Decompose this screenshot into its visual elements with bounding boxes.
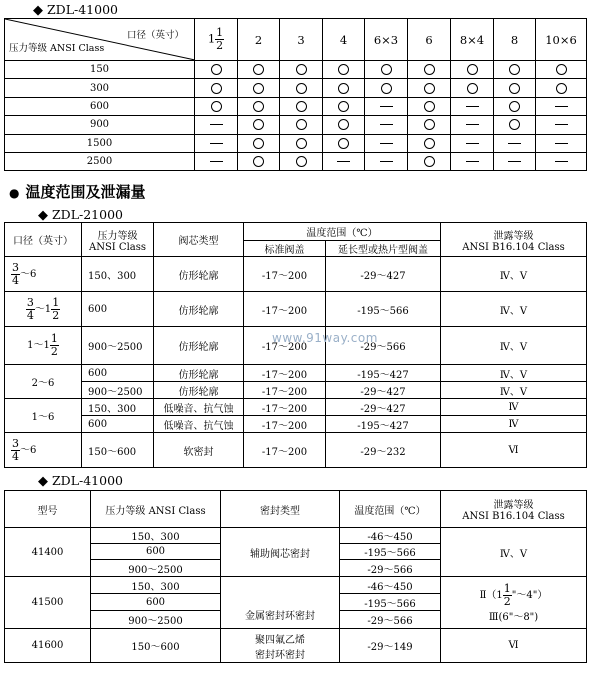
available-cell: [195, 61, 238, 79]
size-pressure-table: [4, 18, 587, 171]
size-cell: $\frac{3}{4}$ ～6: [5, 257, 82, 292]
available-circle-icon: [424, 156, 435, 167]
available-circle-icon: [381, 83, 392, 94]
available-cell: [195, 79, 238, 97]
available-circle-icon: [509, 83, 520, 94]
table-row: 600 -195～566: [5, 544, 587, 560]
available-cell: [408, 152, 451, 170]
available-cell: [280, 116, 323, 134]
available-circle-icon: [509, 64, 520, 75]
size-cell: 2～6: [5, 365, 82, 399]
available-cell: [365, 61, 408, 79]
available-cell: [536, 79, 587, 97]
available-circle-icon: [338, 83, 349, 94]
unavailable-cell: [365, 152, 408, 170]
section-title: ● 温度范围及泄漏量: [9, 183, 146, 201]
available-cell: [408, 97, 451, 115]
available-circle-icon: [424, 119, 435, 130]
table-row: 900～2500 -29～566: [5, 560, 587, 577]
column-header: 8: [494, 19, 536, 61]
unavailable-dash-icon: [555, 161, 568, 162]
available-cell: [195, 97, 238, 115]
unavailable-cell: [365, 97, 408, 115]
model-cell: 41500: [5, 577, 91, 629]
size-cell: $\frac{3}{4}$ ～1 $\frac{1}{2}$: [5, 292, 82, 327]
table-row: 900～2500 仿形轮廓 -17～200 -29～427 Ⅳ、Ⅴ: [5, 382, 587, 399]
available-cell: [323, 134, 365, 152]
header-leakage: 泄露等级 ANSI B16.104 Class: [441, 491, 587, 528]
available-cell: [323, 116, 365, 134]
available-cell: [238, 97, 280, 115]
model-cell: 41600: [5, 629, 91, 663]
bullet-icon: ●: [9, 186, 20, 200]
available-cell: [408, 61, 451, 79]
available-circle-icon: [467, 83, 478, 94]
unavailable-dash-icon: [555, 106, 568, 107]
available-cell: [280, 152, 323, 170]
unavailable-cell: [451, 116, 494, 134]
available-circle-icon: [424, 64, 435, 75]
table-row: [5, 134, 587, 152]
available-circle-icon: [253, 101, 264, 112]
column-header: 3: [280, 19, 323, 61]
unavailable-cell: [451, 97, 494, 115]
model-cell: 41400: [5, 528, 91, 577]
table-row: $\frac{3}{4}$ ～6 150～600 软密封 -17～200 -29～232 Ⅵ: [5, 433, 587, 468]
available-cell: [280, 79, 323, 97]
unavailable-dash-icon: [380, 124, 393, 125]
size-cell: 1～1 $\frac{1}{2}$: [5, 327, 82, 365]
available-cell: [494, 61, 536, 79]
pressure-class-cell: 150: [5, 61, 195, 79]
available-circle-icon: [338, 119, 349, 130]
header-pressure: 压力等级 ANSI Class: [82, 223, 154, 257]
diamond-icon: ◆: [38, 208, 48, 223]
available-cell: [408, 79, 451, 97]
corner-bottom-label: 压力等级 ANSI Class: [9, 43, 105, 54]
available-circle-icon: [556, 64, 567, 75]
available-circle-icon: [296, 83, 307, 94]
available-cell: [238, 79, 280, 97]
column-header: 1 $\frac{1}{2}$: [195, 19, 238, 61]
table2-heading: ◆ ZDL-21000: [38, 207, 123, 223]
available-cell: [238, 152, 280, 170]
pressure-class-cell: 900: [5, 116, 195, 134]
corner-top-label: 口径（英寸）: [126, 30, 184, 41]
column-header: 2: [238, 19, 280, 61]
unavailable-cell: [451, 152, 494, 170]
diamond-icon: ◆: [38, 474, 48, 489]
table-row: 41500 150、300 金属密封环密封 -46～450 Ⅱ（1 $\frac{1}{2}$ "～4"） Ⅲ(6"～8"): [5, 577, 587, 594]
column-header: 4: [323, 19, 365, 61]
table-row: [5, 61, 587, 79]
pressure-class-cell: 600: [5, 97, 195, 115]
header-plug-type: 阀芯类型: [154, 223, 244, 257]
available-circle-icon: [467, 64, 478, 75]
available-cell: [408, 134, 451, 152]
header-leakage: 泄露等级 ANSI B16.104 Class: [441, 223, 587, 257]
unavailable-dash-icon: [210, 143, 223, 144]
available-circle-icon: [211, 64, 222, 75]
available-circle-icon: [424, 101, 435, 112]
unavailable-dash-icon: [380, 161, 393, 162]
available-circle-icon: [509, 119, 520, 130]
unavailable-cell: [494, 134, 536, 152]
header-pressure: 压力等级 ANSI Class: [91, 491, 221, 528]
unavailable-dash-icon: [210, 124, 223, 125]
available-circle-icon: [381, 64, 392, 75]
unavailable-cell: [195, 134, 238, 152]
watermark: www.91way.com: [272, 331, 378, 345]
available-cell: [408, 116, 451, 134]
available-circle-icon: [424, 83, 435, 94]
corner-header-cell: [5, 19, 195, 61]
unavailable-cell: [195, 152, 238, 170]
unavailable-cell: [536, 116, 587, 134]
available-circle-icon: [211, 83, 222, 94]
available-circle-icon: [296, 156, 307, 167]
table-row: 1～6 150、300 低噪音、抗气蚀 -17～200 -29～427 Ⅳ: [5, 399, 587, 416]
header-size: 口径（英寸）: [5, 223, 82, 257]
unavailable-dash-icon: [466, 161, 479, 162]
available-cell: [494, 116, 536, 134]
temperature-leakage-table-41000: [4, 490, 587, 663]
table3-heading: ◆ ZDL-41000: [38, 473, 123, 489]
available-cell: [280, 97, 323, 115]
unavailable-cell: [195, 116, 238, 134]
available-circle-icon: [253, 119, 264, 130]
available-cell: [238, 134, 280, 152]
available-cell: [451, 79, 494, 97]
header-temperature: 温度范围（℃）: [340, 491, 441, 528]
available-circle-icon: [253, 83, 264, 94]
available-circle-icon: [338, 101, 349, 112]
table1-heading: ◆ ZDL-41000: [33, 2, 118, 18]
table-row: 41600 150～600 聚四氟乙烯 密封环密封 -29～149 Ⅵ: [5, 629, 587, 663]
table-row: [5, 116, 587, 134]
column-header: 6: [408, 19, 451, 61]
column-header: 10×6: [536, 19, 587, 61]
table-row: $\frac{3}{4}$ ～1 $\frac{1}{2}$ 600 仿形轮廓 -17～200 -195～566 Ⅳ、Ⅴ: [5, 292, 587, 327]
unavailable-dash-icon: [508, 143, 521, 144]
unavailable-dash-icon: [380, 106, 393, 107]
unavailable-cell: [536, 152, 587, 170]
unavailable-cell: [494, 152, 536, 170]
available-circle-icon: [338, 64, 349, 75]
header-seal-type: 密封类型: [221, 491, 340, 528]
table-row: 1～1 $\frac{1}{2}$ 900～2500 仿形轮廓 -17～200 -29～566 Ⅳ、Ⅴ: [5, 327, 587, 365]
pressure-class-cell: 1500: [5, 134, 195, 152]
unavailable-dash-icon: [555, 143, 568, 144]
unavailable-cell: [323, 152, 365, 170]
table-row: $\frac{3}{4}$ ～6 150、300 仿形轮廓 -17～200 -29～427 Ⅳ、Ⅴ: [5, 257, 587, 292]
table-row: [5, 152, 587, 170]
available-circle-icon: [296, 64, 307, 75]
unavailable-dash-icon: [508, 161, 521, 162]
unavailable-dash-icon: [380, 143, 393, 144]
unavailable-dash-icon: [466, 106, 479, 107]
pressure-class-cell: 300: [5, 79, 195, 97]
available-circle-icon: [296, 119, 307, 130]
size-cell: 1～6: [5, 399, 82, 433]
available-circle-icon: [556, 83, 567, 94]
header-extension-bonnet: 延长型或热片型阀盖: [326, 241, 441, 257]
available-cell: [536, 61, 587, 79]
available-cell: [323, 97, 365, 115]
unavailable-dash-icon: [555, 124, 568, 125]
unavailable-dash-icon: [466, 124, 479, 125]
available-cell: [238, 116, 280, 134]
available-circle-icon: [211, 101, 222, 112]
table-header-row: [5, 19, 587, 61]
unavailable-cell: [536, 97, 587, 115]
unavailable-dash-icon: [466, 143, 479, 144]
available-cell: [494, 97, 536, 115]
diamond-icon: ◆: [33, 3, 43, 18]
available-cell: [365, 79, 408, 97]
table-row: 2～6 600 仿形轮廓 -17～200 -195～427 Ⅳ、Ⅴ: [5, 365, 587, 382]
unavailable-dash-icon: [210, 161, 223, 162]
available-circle-icon: [253, 64, 264, 75]
header-temperature: 温度范围（℃）: [244, 223, 441, 241]
header-standard-bonnet: 标准阀盖: [244, 241, 326, 257]
column-header: 8×4: [451, 19, 494, 61]
temperature-leakage-table-21000: [4, 222, 587, 468]
available-circle-icon: [509, 101, 520, 112]
available-cell: [494, 79, 536, 97]
unavailable-cell: [365, 134, 408, 152]
available-cell: [280, 61, 323, 79]
table-row: 900～2500 -29～566: [5, 611, 587, 629]
available-cell: [238, 61, 280, 79]
available-cell: [451, 61, 494, 79]
table-row: 600 低噪音、抗气蚀 -17～200 -195～427 Ⅳ: [5, 416, 587, 433]
table-row: [5, 79, 587, 97]
available-cell: [280, 134, 323, 152]
unavailable-cell: [365, 116, 408, 134]
available-circle-icon: [296, 138, 307, 149]
column-header: 6×3: [365, 19, 408, 61]
unavailable-dash-icon: [337, 161, 350, 162]
available-circle-icon: [253, 156, 264, 167]
available-circle-icon: [296, 101, 307, 112]
table-row: 41400 150、300 辅助阀芯密封 -46～450 Ⅳ、Ⅴ: [5, 528, 587, 544]
unavailable-cell: [536, 134, 587, 152]
size-cell: $\frac{3}{4}$ ～6: [5, 433, 82, 468]
unavailable-cell: [451, 134, 494, 152]
table-row: 600 -195～566: [5, 594, 587, 611]
available-circle-icon: [424, 138, 435, 149]
pressure-class-cell: 2500: [5, 152, 195, 170]
available-cell: [323, 79, 365, 97]
available-circle-icon: [253, 138, 264, 149]
available-cell: [323, 61, 365, 79]
table-row: [5, 97, 587, 115]
available-circle-icon: [338, 138, 349, 149]
header-model: 型号: [5, 491, 91, 528]
